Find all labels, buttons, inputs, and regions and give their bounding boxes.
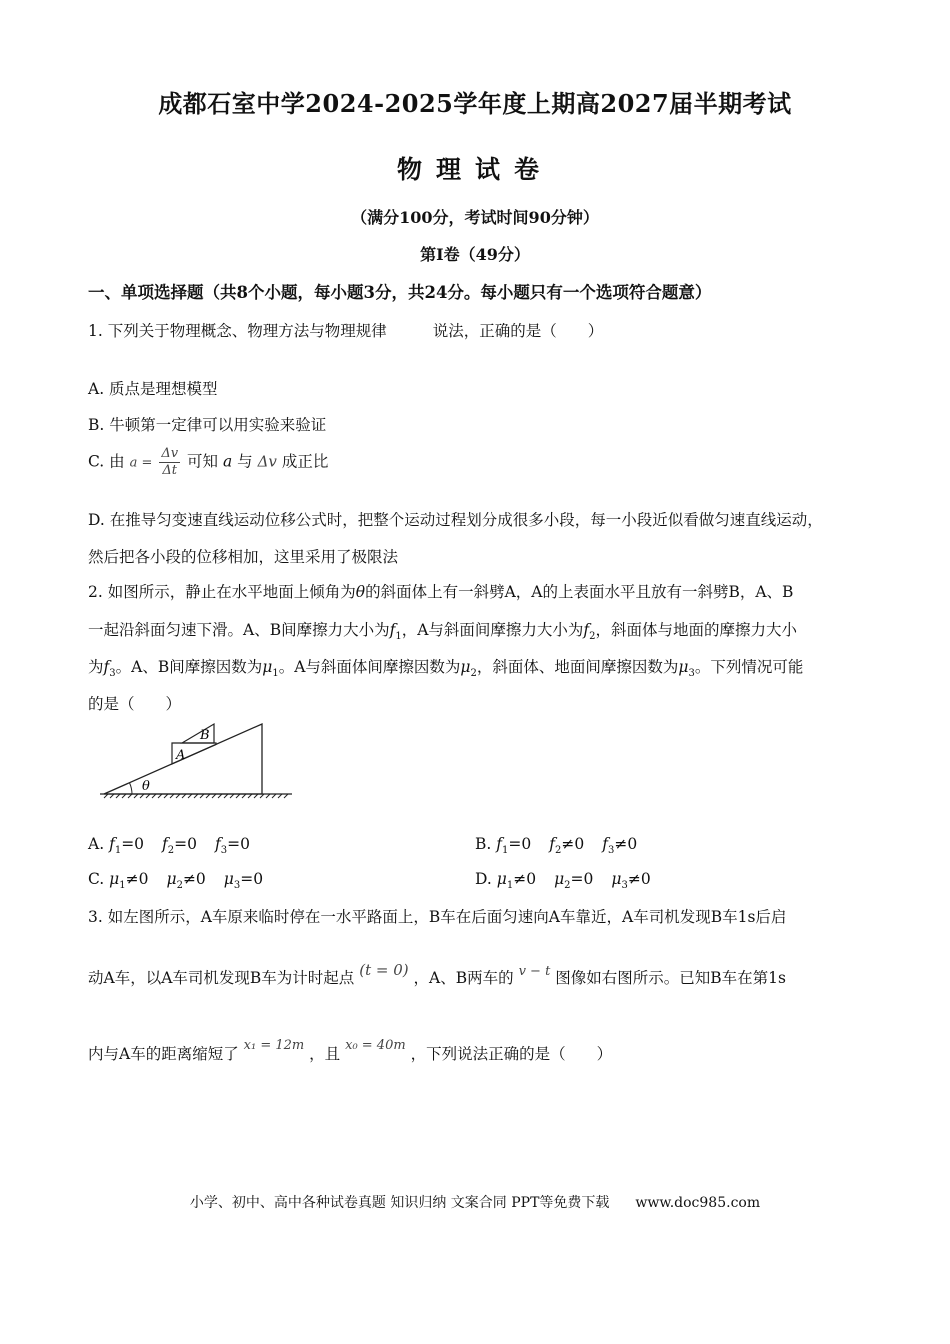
q1-option-d-line1: D. 在推导匀变速直线运动位移公式时，把整个运动过程划分成很多小段，每一小段近似看做匀速直线运动， — [88, 511, 823, 529]
q2-line3 — [88, 655, 803, 679]
q2-a-v3: =0 — [227, 835, 251, 853]
label-theta: θ — [142, 779, 150, 794]
q2-line1 — [88, 580, 793, 602]
q2-line1-a: 2. 如图所示，静止在水平地面上倾角为 — [88, 583, 356, 601]
q2-mu2-sub: 2 — [470, 668, 477, 680]
q2-a-v2: =0 — [174, 835, 198, 853]
q2-f3-sub: 3 — [109, 668, 116, 680]
q3-line3-b: ，且 — [309, 1045, 341, 1063]
q2-b-v2: ≠0 — [561, 835, 585, 853]
footer-text: 小学、初中、高中各种试卷真题 知识归纳 文案合同 PPT等免费下载 — [189, 1195, 610, 1211]
q2-option-a: A. $f_1=0$ $f_2=0$ $f_3=0$ — [88, 835, 251, 857]
q2-line2-a: 一起沿斜面匀速下滑。A、B间摩擦力大小为 — [88, 621, 390, 639]
q1-c-formula-lhs: a = — [129, 455, 153, 471]
volume-title: 第Ⅰ卷（49分） — [420, 245, 530, 264]
q1-option-d-line2: 然后把各小段的位移相加，这里采用了极限法 — [88, 548, 399, 566]
q2-mu3: μ — [678, 658, 689, 676]
q3-vt: v − t — [518, 964, 551, 979]
subject-title: 物理试卷 — [396, 155, 553, 184]
q1-c-symbol-a: a — [222, 452, 233, 471]
page-footer — [0, 1192, 950, 1212]
q2-option-c: C. $\mu_1\ne 0$ $\mu_2\ne 0$ $\mu_3=0$ — [88, 870, 264, 892]
q2-f2: f — [583, 621, 590, 639]
q1-c-numerator: Δv — [161, 446, 179, 461]
q2-line1-b: 的斜面体上有一斜劈A，A的上表面水平且放有一斜劈B，A、B — [365, 583, 794, 601]
q3-line2-a: 动A车，以A车司机发现B车为计时起点 — [88, 969, 355, 987]
incline-figure — [96, 718, 296, 802]
q3-x0: x₀ = 40m — [345, 1038, 406, 1053]
q2-mu1: μ — [262, 658, 273, 676]
q2-d-v2: =0 — [570, 870, 594, 888]
q2-mu2: μ — [460, 658, 471, 676]
q2-line3-a: 为 — [88, 658, 104, 676]
q2-mu1-sub: 1 — [272, 668, 279, 680]
q1-stem — [88, 319, 603, 341]
exam-meta: （满分100分，考试时间90分钟） — [351, 208, 599, 227]
q3-line3-c: ，下列说法正确的是（ ） — [410, 1045, 613, 1063]
q3-line2-b: ，A、B两车的 — [413, 969, 514, 987]
label-a: A — [176, 748, 186, 763]
section-heading: 一、单项选择题（共8个小题，每小题3分，共24分。每小题只有一个选项符合题意） — [88, 283, 712, 302]
q1-c-suffix: 成正比 — [281, 452, 329, 471]
q3-line2 — [88, 961, 786, 988]
q2-f1: f — [389, 621, 396, 639]
q3-x1: x₁ = 12m — [243, 1038, 305, 1053]
q2-mu3-sub: 3 — [688, 668, 695, 680]
q2-line4: 的是（ ） — [88, 695, 182, 713]
q3-line3-a: 内与A车的距离缩短了 — [88, 1045, 239, 1063]
q2-b-v1: =0 — [508, 835, 532, 853]
q3-line3 — [88, 1038, 613, 1064]
q3-line2-c: 图像如右图所示。已知B车在第1s — [555, 969, 786, 987]
q2-line3-b: 。A、B间摩擦因数为 — [115, 658, 263, 676]
label-b: B — [200, 728, 210, 743]
q2-line3-d: ，斜面体、地面间摩擦因数为 — [476, 658, 679, 676]
q2-c-v2: ≠0 — [182, 870, 206, 888]
q1-stem-part1: 1. 下列关于物理概念、物理方法与物理规律 — [88, 322, 387, 340]
q2-b-label: B. — [475, 835, 492, 853]
q2-c-v1: ≠0 — [125, 870, 149, 888]
angle-arc — [130, 783, 132, 794]
q2-option-b: B. $f_1=0$ $f_2\ne 0$ $f_3\ne 0$ — [475, 835, 638, 857]
q1-option-c — [88, 446, 328, 479]
q1-c-fraction — [159, 446, 180, 479]
q1-c-delta-v: Δv — [257, 452, 277, 471]
q2-line3-c: 。A与斜面体间摩擦因数为 — [278, 658, 461, 676]
q2-b-v3: ≠0 — [614, 835, 638, 853]
q2-f3: f — [103, 658, 110, 676]
q2-line2-c: ，斜面体与地面的摩擦力大小 — [595, 621, 798, 639]
q2-d-label: D. — [475, 870, 492, 888]
q2-c-v3: =0 — [240, 870, 264, 888]
q2-f2-sub: 2 — [589, 631, 596, 643]
q1-c-middle: 可知 — [187, 452, 219, 471]
footer-site-link[interactable]: www.doc985.com — [635, 1195, 761, 1211]
q2-c-label: C. — [88, 870, 105, 888]
q3-line1: 3. 如左图所示，A车原来临时停在一水平路面上，B车在后面匀速向A车靠近，A车司机发现B车1s后启 — [88, 908, 787, 926]
q2-d-v3: ≠0 — [627, 870, 651, 888]
q1-c-prefix: C. 由 — [88, 452, 125, 471]
exam-title: 成都石室中学2024-2025学年度上期高2027届半期考试 — [158, 89, 792, 118]
q2-d-v1: ≠0 — [513, 870, 537, 888]
q1-option-a: A. 质点是理想模型 — [88, 380, 218, 398]
q2-line2-b: ，A与斜面间摩擦力大小为 — [401, 621, 584, 639]
q2-theta: θ — [355, 583, 366, 601]
q2-a-label: A. — [88, 835, 105, 853]
q1-c-denominator: Δt — [162, 463, 177, 478]
q2-a-v1: =0 — [121, 835, 145, 853]
q1-c-and: 与 — [237, 452, 253, 471]
q1-option-b: B. 牛顿第一定律可以用实验来验证 — [88, 416, 327, 434]
q1-stem-part2: 说法，正确的是（ ） — [432, 322, 604, 340]
q2-option-d: D. $\mu_1\ne 0$ $\mu_2=0$ $\mu_3\ne 0$ — [475, 870, 651, 892]
q2-f1-sub: 1 — [395, 631, 402, 643]
q2-line3-e: 。下列情况可能 — [694, 658, 804, 676]
q2-line2 — [88, 618, 797, 642]
q3-t0: (t = 0) — [359, 961, 409, 979]
